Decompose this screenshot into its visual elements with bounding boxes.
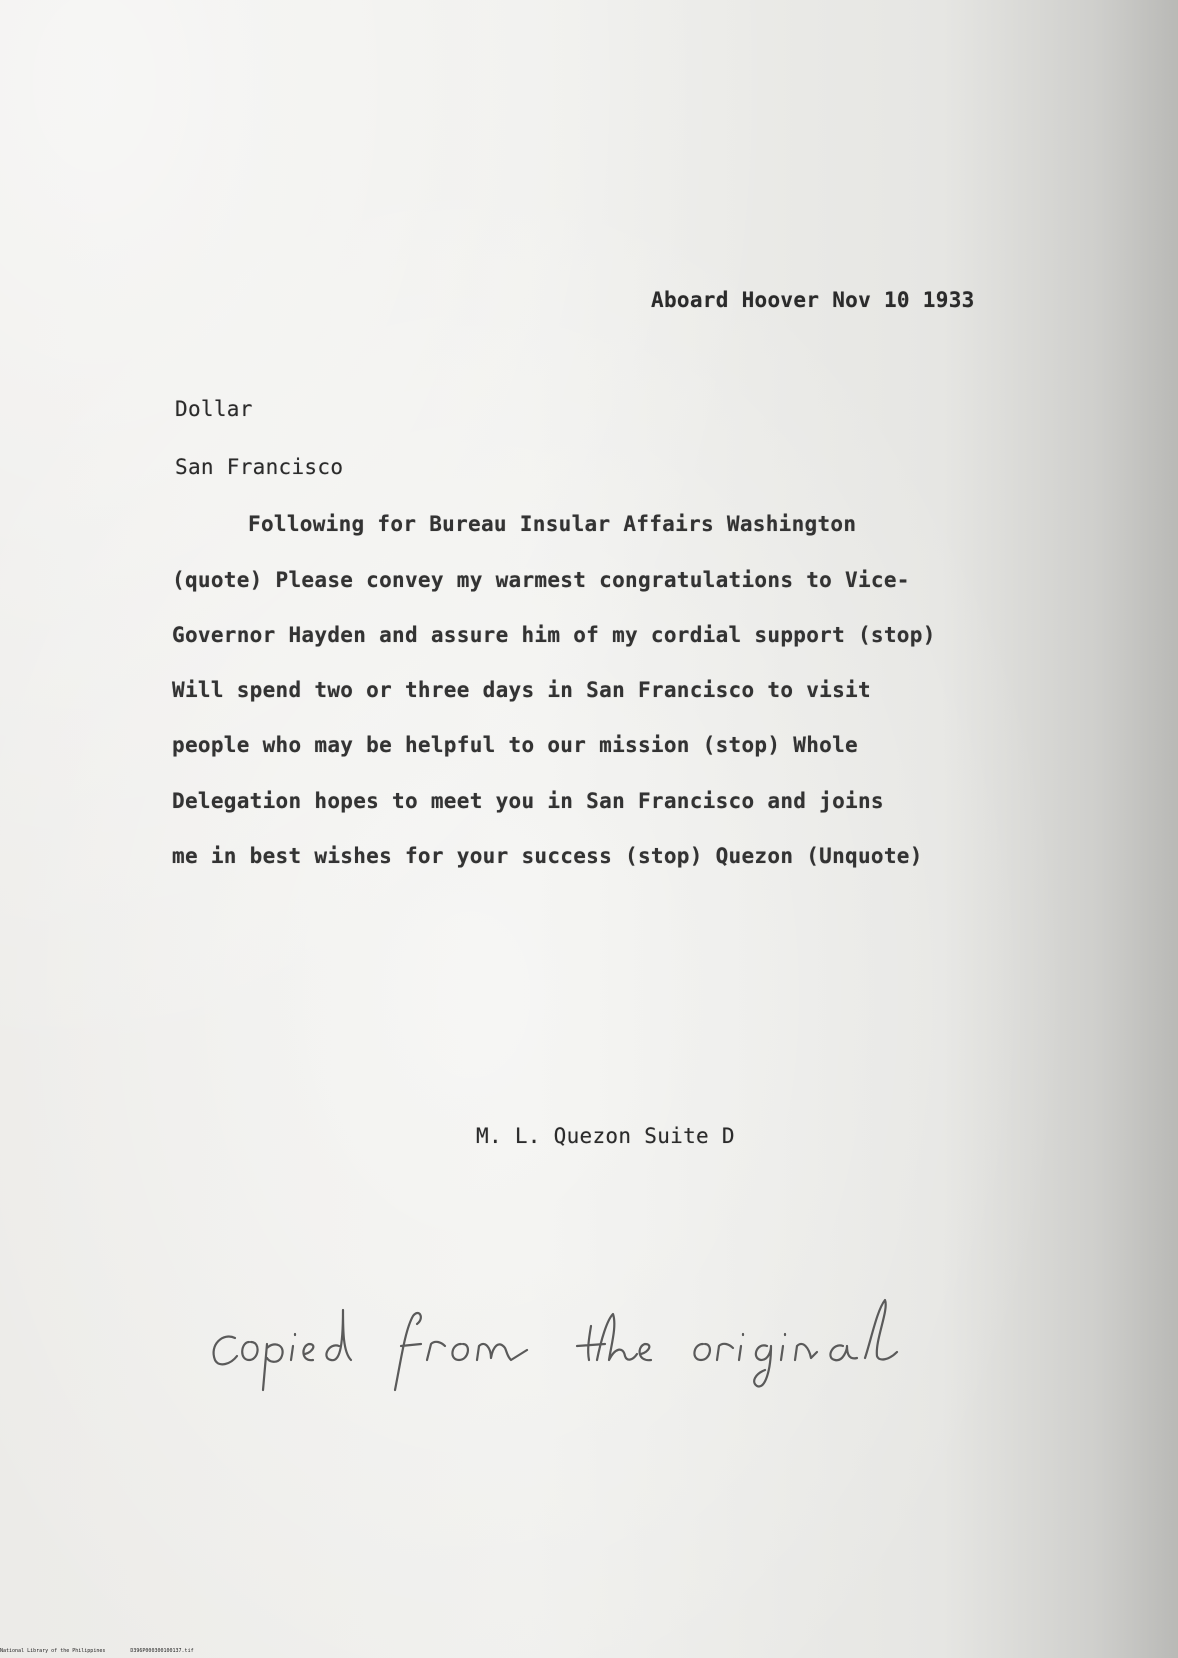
body-line: Will spend two or three days in San Francisco to visit xyxy=(172,678,871,702)
dateline: Aboard Hoover Nov 10 1933 xyxy=(651,288,975,312)
footer-archive: National Library of the Philippines xyxy=(0,1648,106,1654)
handwritten-note xyxy=(205,1290,1035,1400)
signature-block: M. L. Quezon Suite D xyxy=(476,1124,735,1148)
archive-footer xyxy=(0,1648,216,1654)
body-line: me in best wishes for your success (stop) Quezon (Unquote) xyxy=(172,844,923,868)
body-line: (quote) Please convey my warmest congratulations to Vice- xyxy=(172,568,910,592)
body-line: Governor Hayden and assure him of my cordial support (stop) xyxy=(172,623,936,647)
body-line: Following for Bureau Insular Affairs Washington xyxy=(248,512,857,536)
body-line: people who may be helpful to our mission (stop) Whole xyxy=(172,733,858,757)
footer-file: D396P000300100137.tif xyxy=(130,1648,194,1654)
recipient-name: Dollar xyxy=(175,397,253,421)
body-line: Delegation hopes to meet you in San Francisco and joins xyxy=(172,789,884,813)
recipient-city: San Francisco xyxy=(175,455,344,479)
